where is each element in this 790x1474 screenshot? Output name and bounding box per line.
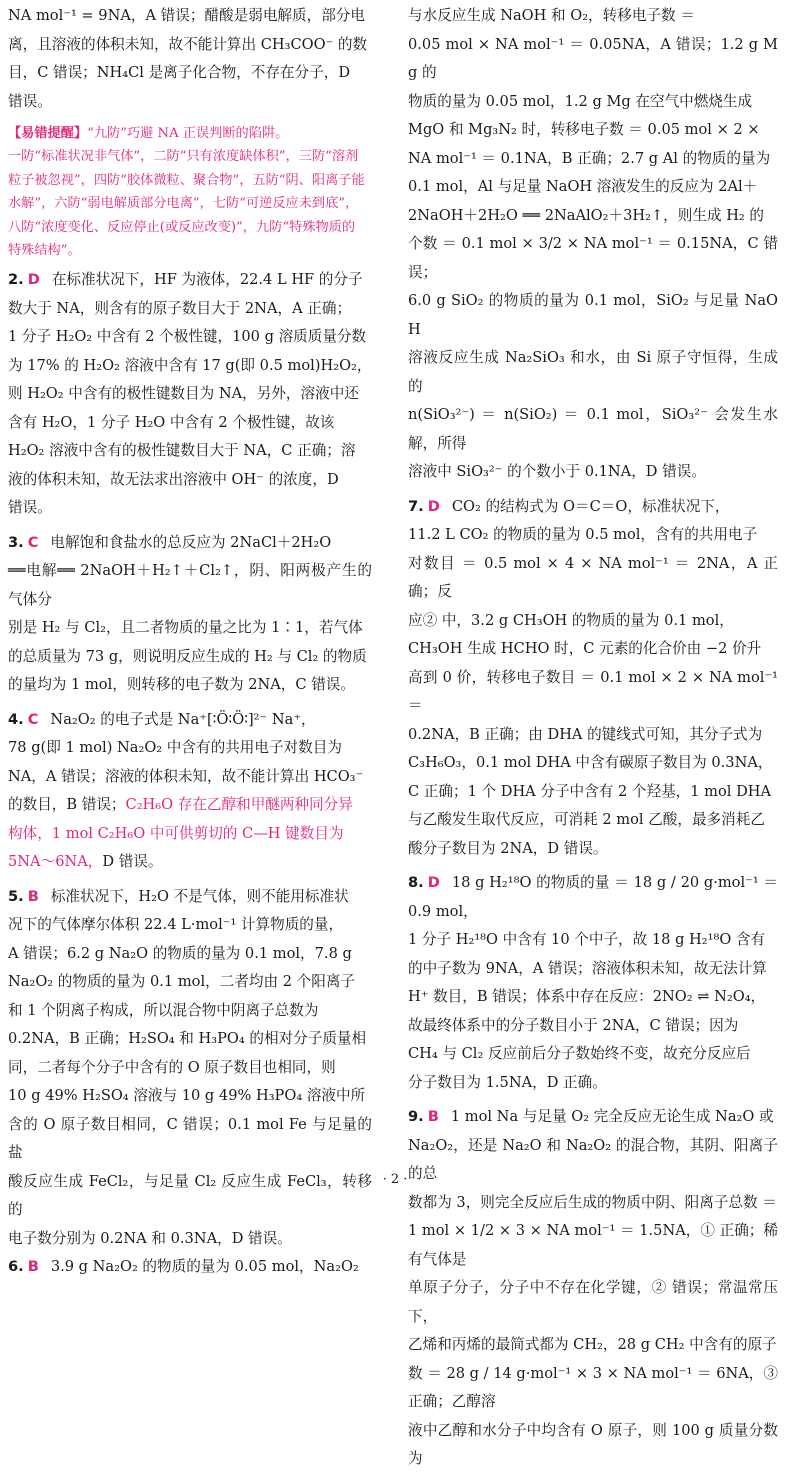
text-line: NA mol⁻¹ = 9NA，A 错误；醋酸是弱电解质，部分电	[8, 7, 365, 24]
text-line: 标准状况下，H₂O 不是气体，则不能用标准状	[50, 887, 349, 905]
text-line: 0.2NA，B 正确；H₂SO₄ 和 H₃PO₄ 的相对分子质量相	[8, 1030, 367, 1048]
text-line: 对数目 ＝ 0.5 mol × 4 × NA mol⁻¹ ＝ 2NA，A 正确；反	[408, 554, 778, 600]
text-line: 个数 ＝ 0.1 mol × 3/2 × NA mol⁻¹ ＝ 0.15NA，C 错误；	[408, 235, 778, 281]
answer-letter: B	[27, 1258, 39, 1276]
question-6-continued	[408, 2, 778, 487]
tip-line: 水解”，六防“弱电解质部分电离”，七防“可逆反应未到底”，	[8, 196, 359, 212]
text-line: 液的体积未知，故无法求出溶液中 OH⁻ 的浓度，D	[8, 470, 339, 488]
text-line: 错误。	[8, 92, 52, 110]
carryover-paragraph	[8, 2, 372, 116]
question-2	[8, 266, 372, 523]
text-line: 1 mol Na 与足量 O₂ 完全反应无论生成 Na₂O 或	[450, 1108, 774, 1125]
text-line: 78 g(即 1 mol) Na₂O₂ 中含有的共用电子对数目为	[8, 739, 342, 757]
question-number: 4.	[8, 710, 24, 728]
text-line: CH₄ 与 Cl₂ 反应前后分子数始终不变，故充分反应后	[408, 1045, 751, 1062]
error-tip-box	[8, 122, 372, 262]
text-line: 乙烯和丙烯的最简式都为 CH₂，28 g CH₂ 中含有的原子	[408, 1336, 777, 1353]
text-line: 目，C 错误；NH₄Cl 是离子化合物，不存在分子，D	[8, 64, 351, 81]
page-number: · 2 ·	[382, 1172, 408, 1187]
text-line: 和 1 个阴离子构成，所以混合物中阴离子总数为	[8, 1001, 319, 1019]
text-line: 的数目，B 错误；	[8, 796, 126, 814]
text-line: 溶液反应生成 Na₂SiO₃ 和水，由 Si 原子守恒得，生成的	[408, 349, 778, 395]
text-line: 含有 H₂O，1 分子 H₂O 中含有 2 个极性键，故该	[8, 413, 335, 431]
text-line: 0.05 mol × NA mol⁻¹ ＝ 0.05NA，A 错误；1.2 g Mg 的	[408, 35, 778, 81]
text-line: 应② 中，3.2 g CH₃OH 的物质的量为 0.1 mol，	[408, 611, 734, 629]
text-line: NA，A 错误；溶液的体积未知，故不能计算出 HCO₃⁻	[8, 767, 364, 785]
question-number: 8.	[408, 874, 424, 891]
text-line: A 错误；6.2 g Na₂O 的物质的量为 0.1 mol，7.8 g	[8, 944, 352, 962]
text-line: 则 H₂O₂ 中含有的极性键数目为 NA，另外，溶液中还	[8, 385, 359, 403]
text-line: 电解饱和食盐水的总反应为 2NaCl＋2H₂O	[50, 533, 332, 551]
text-line: 0.2NA，B 正确；由 DHA 的键线式可知，其分子式为	[408, 725, 763, 743]
text-line: 电子数分别为 0.2NA 和 0.3NA，D 错误。	[8, 1229, 292, 1247]
question-7	[408, 493, 778, 864]
text-line: NA mol⁻¹ ＝ 0.1NA，B 正确；2.7 g Al 的物质的量为	[408, 149, 771, 167]
text-line: 1 mol × 1/2 × 3 × NA mol⁻¹ ＝ 1.5NA，① 正确；稀有气体是	[408, 1222, 778, 1268]
text-line: H⁺ 数目，B 错误；体系中存在反应：2NO₂ ⇌ N₂O₄，	[408, 988, 766, 1005]
text-line: ══电解══ 2NaOH＋H₂↑＋Cl₂↑，阴、阳两极产生的气体分	[8, 562, 372, 608]
question-5	[8, 883, 372, 1254]
text-line: 故最终体系中的分子数目小于 2NA，C 错误；因为	[408, 1016, 739, 1034]
text-line: Na₂O₂ 的电子式是 Na⁺[∶Ö∶Ö∶]²⁻ Na⁺，	[50, 710, 316, 728]
text-line: 别是 H₂ 与 Cl₂，且二者物质的量之比为 1∶1，若气体	[8, 619, 363, 637]
text-line: 的中子数为 9NA，A 错误；溶液体积未知，故无法计算	[408, 959, 767, 977]
text-line: 高到 0 价，转移电子数目 ＝ 0.1 mol × 2 × NA mol⁻¹ ＝	[408, 668, 778, 714]
text-line: 的总质量为 73 g，则说明反应生成的 H₂ 与 Cl₂ 的物质	[8, 647, 367, 665]
answer-letter: C	[27, 533, 39, 551]
text-line: n(SiO₃²⁻) ＝ n(SiO₂) ＝ 0.1 mol，SiO₃²⁻ 会发生水解，所得	[408, 406, 778, 452]
answer-letter: B	[427, 1108, 439, 1125]
answer-letter: B	[27, 887, 39, 905]
right-column	[408, 2, 778, 1474]
text-line: 11.2 L CO₂ 的物质的量为 0.5 mol，含有的共用电子	[408, 526, 758, 543]
text-line: 在标准状况下，HF 为液体，22.4 L HF 的分子	[51, 271, 363, 289]
question-number: 2.	[8, 271, 24, 289]
text-line: D 错误。	[102, 853, 163, 871]
text-line: 液中乙醇和水分子中均含有 O 原子，则 100 g 质量分数为	[408, 1421, 778, 1467]
text-line: 分子数目为 1.5NA，D 正确。	[408, 1073, 607, 1091]
text-line: 1 分子 H₂¹⁸O 中含有 10 个中子，故 18 g H₂¹⁸O 含有	[408, 931, 766, 948]
question-number: 9.	[408, 1108, 424, 1125]
tip-heading: 【易错提醒】	[8, 126, 88, 141]
question-number: 5.	[8, 887, 24, 905]
answer-letter: D	[27, 271, 40, 289]
answer-letter: C	[27, 710, 39, 728]
text-line: 数 ＝ 28 g / 14 g·mol⁻¹ × 3 × NA mol⁻¹ ＝ 6NA，③ 正确；乙醇溶	[408, 1364, 778, 1410]
text-line: 溶液中 SiO₃²⁻ 的个数小于 0.1NA，D 错误。	[408, 463, 706, 480]
text-line: 的量均为 1 mol，则转移的电子数为 2NA，C 错误。	[8, 676, 355, 694]
text-line: 离，且溶液的体积未知，故不能计算出 CH₃COO⁻ 的数	[8, 35, 368, 53]
question-number: 6.	[8, 1258, 24, 1276]
tip-line: 特殊结构”。	[8, 243, 81, 259]
text-line: CH₃OH 生成 HCHO 时，C 元素的化合价由 −2 价升	[408, 640, 762, 657]
text-line: 与乙酸发生取代反应，可消耗 2 mol 乙酸，最多消耗乙	[408, 811, 765, 828]
highlighted-text: C₂H₆O 存在乙醇和甲醚两种同分异	[125, 796, 353, 814]
text-line: 1 分子 H₂O₂ 中含有 2 个极性键，100 g 溶质质量分数	[8, 328, 367, 346]
text-line: 0.1 mol，Al 与足量 NaOH 溶液发生的反应为 2Al＋	[408, 178, 758, 195]
text-line: Na₂O₂，还是 Na₂O 和 Na₂O₂ 的混合物，其阴、阳离子的总	[408, 1136, 778, 1182]
question-9	[408, 1103, 778, 1474]
text-line: H₂O₂ 溶液中含有的极性键数目大于 NA，C 正确；溶	[8, 442, 356, 460]
text-line: C 正确；1 个 DHA 分子中含有 2 个羟基，1 mol DHA	[408, 782, 772, 800]
question-number: 7.	[408, 497, 424, 515]
text-line: C₃H₆O₃，0.1 mol DHA 中含有碳原子数目为 0.3NA，	[408, 754, 773, 771]
text-line: 数大于 NA，则含有的原子数目大于 2NA，A 正确；	[8, 299, 352, 317]
text-line: 10 g 49% H₂SO₄ 溶液与 10 g 49% H₃PO₄ 溶液中所	[8, 1087, 366, 1105]
question-4	[8, 706, 372, 877]
text-line: 2NaOH＋2H₂O ══ 2NaAlO₂＋3H₂↑，则生成 H₂ 的	[408, 206, 765, 224]
answer-letter: D	[427, 497, 440, 515]
text-line: Na₂O₂ 的物质的量为 0.1 mol，二者均由 2 个阳离子	[8, 973, 356, 991]
text-line: 同，二者每个分子中含有的 O 原子数目也相同，则	[8, 1058, 336, 1076]
question-3	[8, 529, 372, 700]
tip-line: 一防“标准状况非气体”，二防“只有浓度缺体积”，三防“溶剂	[8, 149, 359, 165]
text-line: 数都为 3，则完全反应后生成的物质中阴、阳离子总数 ＝	[408, 1193, 777, 1211]
question-6-start	[8, 1253, 372, 1282]
text-line: 6.0 g SiO₂ 的物质的量为 0.1 mol，SiO₂ 与足量 NaOH	[408, 292, 778, 338]
text-line: 物质的量为 0.05 mol，1.2 g Mg 在空气中燃烧生成	[408, 92, 753, 110]
text-line: 与水反应生成 NaOH 和 O₂，转移电子数 ＝	[408, 7, 695, 24]
text-line: 错误。	[8, 499, 52, 517]
highlighted-text: 构体，1 mol C₂H₆O 中可供剪切的 C—H 键数目为	[8, 824, 344, 842]
text-line: 单原子分子，分子中不存在化学键，② 错误；常温常压下，	[408, 1279, 778, 1325]
text-line: MgO 和 Mg₃N₂ 时，转移电子数 ＝ 0.05 mol × 2 ×	[408, 121, 760, 138]
text-line: 况下的气体摩尔体积 22.4 L·mol⁻¹ 计算物质的量，	[8, 916, 344, 934]
text-line: 3.9 g Na₂O₂ 的物质的量为 0.05 mol，Na₂O₂	[50, 1258, 359, 1276]
tip-line: 八防“浓度变化、反应停止(或反应改变)”，九防“特殊物质的	[8, 219, 356, 235]
text-line: 含的 O 原子数目相同，C 错误；0.1 mol Fe 与足量的盐	[8, 1115, 372, 1162]
left-column	[8, 2, 372, 1282]
text-line: 18 g H₂¹⁸O 的物质的量 ＝ 18 g / 20 g·mol⁻¹ ＝ 0.9 mol，	[408, 874, 778, 920]
text-line: CO₂ 的结构式为 O＝C＝O，标准状况下，	[451, 497, 730, 515]
answer-letter: D	[427, 874, 440, 891]
tip-line: 粒子被忽视”，四防“胶体微粒、聚合物”，五防“阴、阳离子能	[8, 172, 365, 188]
highlighted-text: 5NA～6NA，	[8, 853, 103, 871]
text-line: 酸反应生成 FeCl₂，与足量 Cl₂ 反应生成 FeCl₃，转移的	[8, 1172, 372, 1219]
text-line: 为 17% 的 H₂O₂ 溶液中含有 17 g(即 0.5 mol)H₂O₂，	[8, 356, 372, 374]
tip-line: “九防”巧避 NA 正误判断的陷阱。	[87, 126, 289, 141]
question-number: 3.	[8, 533, 24, 551]
text-line: 酸分子数目为 2NA，D 错误。	[408, 839, 608, 857]
question-8	[408, 869, 778, 1097]
